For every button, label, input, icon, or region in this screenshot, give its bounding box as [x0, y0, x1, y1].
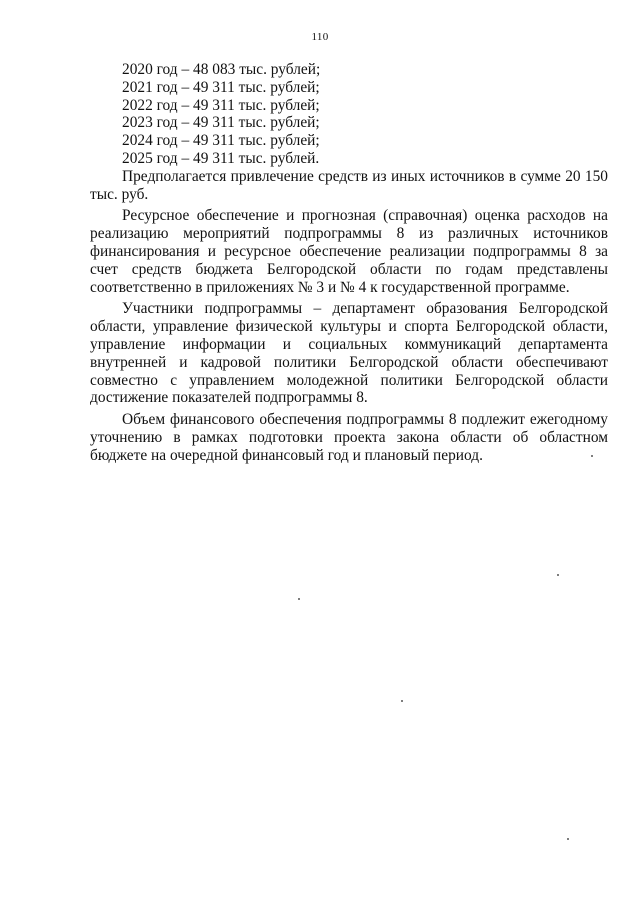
- funding-by-year-list: [90, 61, 608, 168]
- list-item: 2020 год – 48 083 тыс. рублей;: [122, 61, 321, 78]
- paragraph-resource-provision: Ресурсное обеспечение и прогнозная (справочная) оценка расходов на реализацию мероприятий подпрограммы 8 из различных источников финансирования и ресурсное обеспечение реализации подпрограммы 8 за счет средств бюджета Белгородской области по годам представлены соответственно в приложениях № 3 и № 4 к государственной программе.: [90, 207, 608, 296]
- scan-speck: [567, 838, 569, 840]
- scan-speck: [557, 574, 559, 576]
- scan-speck: [298, 598, 300, 600]
- scan-speck: [591, 455, 593, 457]
- paragraph-participants: Участники подпрограммы – департамент образования Белгородской области, управление физической культуры и спорта Белгородской области, управление информации и социальных коммуникаций департамента внутренней и кадровой политики Белгородской области обеспечивают совместно с управлением молодежной политики Белгородской области достижение показателей подпрограммы 8.: [90, 300, 608, 407]
- paragraph-annual-update: Объем финансового обеспечения подпрограммы 8 подлежит ежегодному уточнению в рамках подготовки проекта закона области об областном бюджете на очередной финансовый год и плановый период.: [90, 411, 608, 464]
- document-body: [90, 61, 608, 465]
- paragraph-other-sources: Предполагается привлечение средств из иных источников в сумме 20 150 тыс. руб.: [90, 167, 608, 203]
- list-item: 2025 год – 49 311 тыс. рублей.: [122, 149, 320, 167]
- list-item: 2021 год – 49 311 тыс. рублей;: [122, 78, 320, 96]
- scan-speck: [401, 700, 403, 702]
- list-item: 2023 год – 49 311 тыс. рублей;: [122, 114, 320, 132]
- list-item: 2022 год – 49 311 тыс. рублей;: [122, 96, 320, 114]
- list-item: 2024 год – 49 311 тыс. рублей;: [122, 132, 320, 150]
- page-number: 110: [311, 31, 329, 43]
